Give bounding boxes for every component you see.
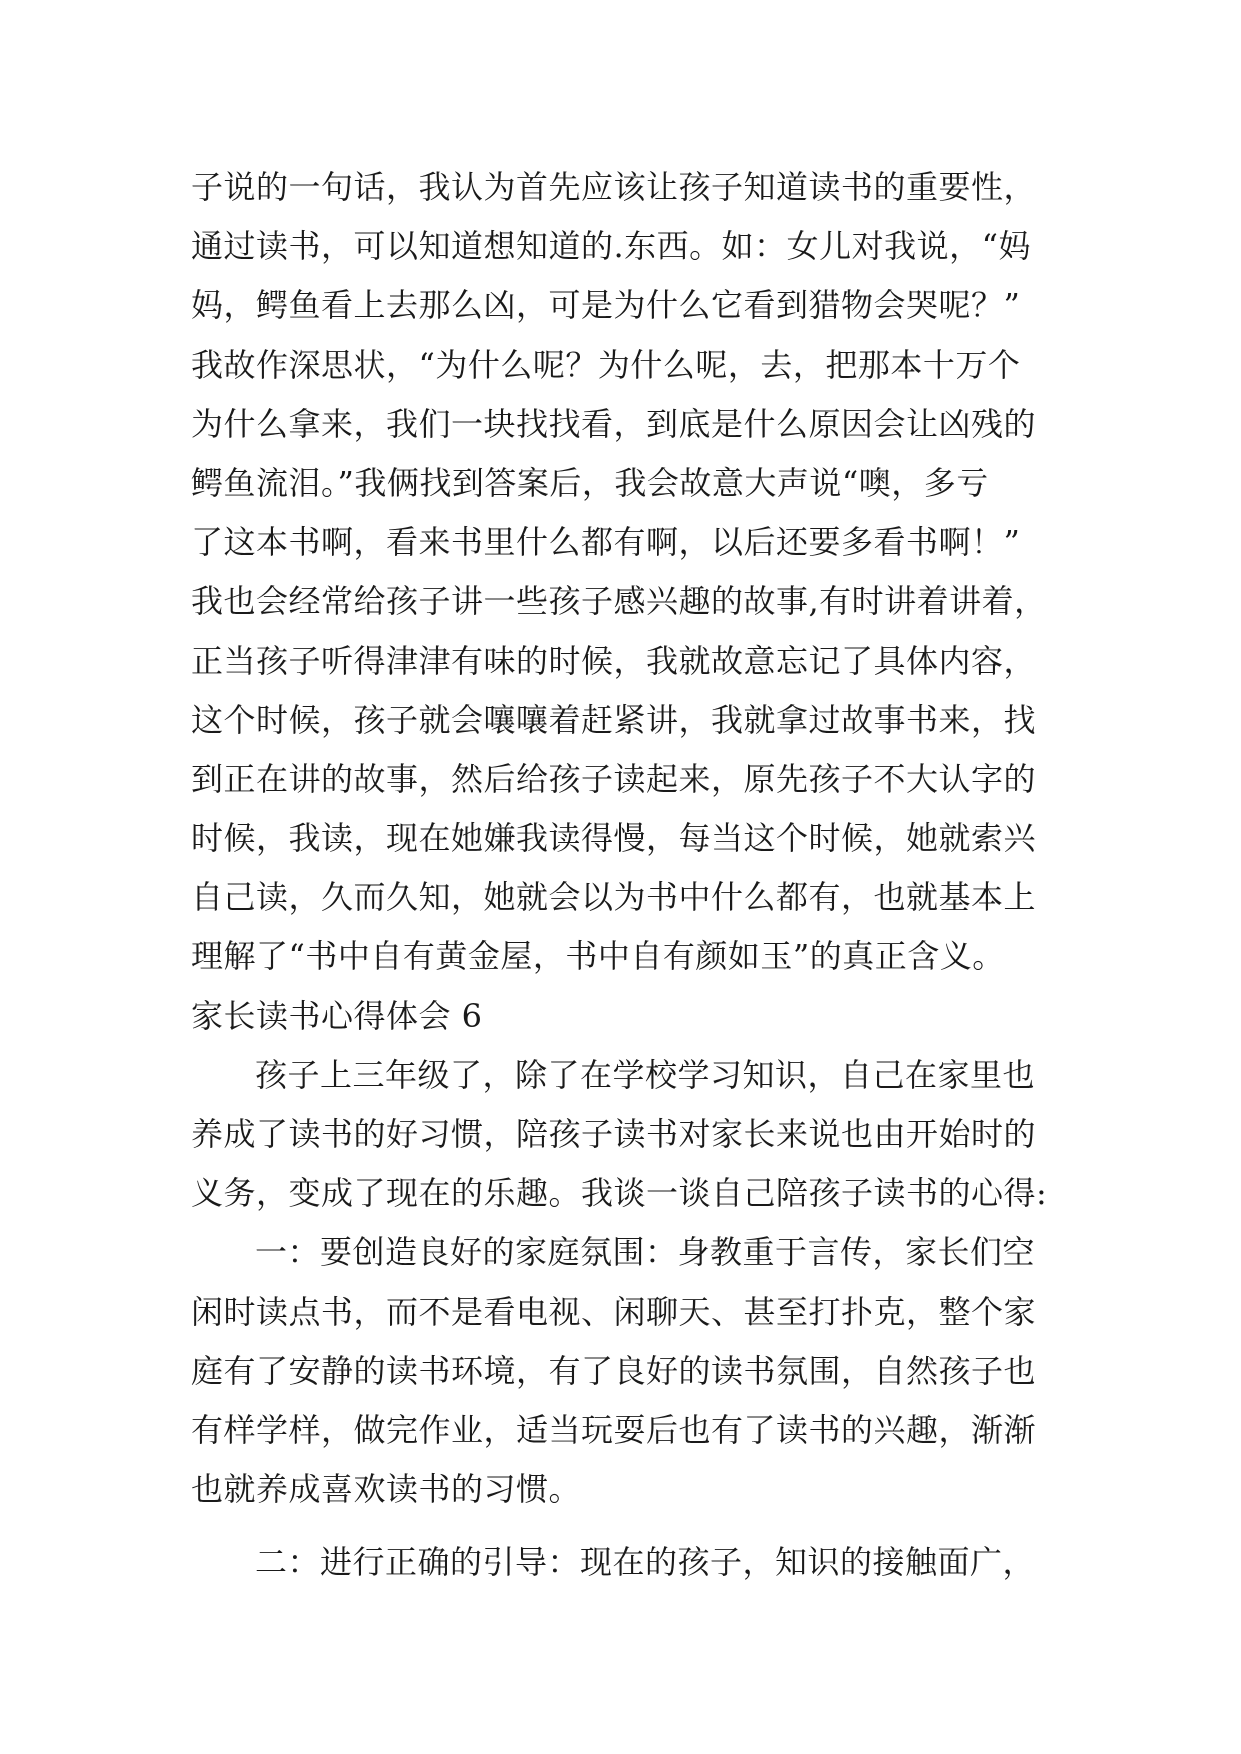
text-line: 到正在讲的故事，然后给孩子读起来，原先孩子不大认字的 <box>191 759 1037 798</box>
text-line: 庭有了安静的读书环境，有了良好的读书氛围，自然孩子也 <box>191 1351 1037 1390</box>
section-heading: 家长读书心得体会 6 <box>191 996 483 1035</box>
text-line: 通过读书，可以知道想知道的.东西。如：女儿对我说，“妈 <box>191 227 1032 266</box>
text-line: 了这本书啊，看来书里什么都有啊，以后还要多看书啊！” <box>191 523 1021 562</box>
paragraph-gap <box>191 1519 1091 1533</box>
text-line: 这个时候，孩子就会嚷嚷着赶紧讲，我就拿过故事书来，找 <box>191 700 1037 739</box>
text-line: 自己读，久而久知，她就会以为书中什么都有，也就基本上 <box>191 878 1037 917</box>
text-line: 子说的一句话，我认为首先应该让孩子知道读书的重要性， <box>191 168 1037 206</box>
paragraph-first-line: 一：要创造良好的家庭氛围：身教重于言传，家长们空 <box>255 1233 1036 1272</box>
paragraph-first-line: 孩子上三年级了，除了在学校学习知识，自己在家里也 <box>255 1055 1036 1094</box>
text-line: 我故作深思状，“为什么呢？为什么呢，去，把那本十万个 <box>191 345 1021 384</box>
text-line: 为什么拿来，我们一块找找看，到底是什么原因会让凶残的 <box>191 404 1037 443</box>
text-line: 时候，我读，现在她嫌我读得慢，每当这个时候，她就索兴 <box>191 819 1037 858</box>
text-line: 正当孩子听得津津有味的时候，我就故意忘记了具体内容， <box>191 641 1037 680</box>
text-line: 闲时读点书，而不是看电视、闲聊天、甚至打扑克，整个家 <box>191 1292 1037 1331</box>
document-body <box>191 158 1091 1593</box>
text-line: 义务，变成了现在的乐趣。我谈一谈自己陪孩子读书的心得: <box>191 1174 1048 1213</box>
text-line: 理解了“书中自有黄金屋，书中自有颜如玉”的真正含义。 <box>191 937 1005 976</box>
text-line: 鳄鱼流泪。”我俩找到答案后，我会故意大声说“噢，多亏 <box>191 463 989 502</box>
paragraph-first-line: 二：进行正确的引导：现在的孩子，知识的接触面广， <box>255 1543 1036 1582</box>
text-line: 妈，鳄鱼看上去那么凶，可是为什么它看到猎物会哭呢？” <box>191 286 1021 325</box>
text-line: 也就养成喜欢读书的习惯。 <box>191 1470 582 1509</box>
text-line: 养成了读书的好习惯，陪孩子读书对家长来说也由开始时的 <box>191 1115 1037 1153</box>
text-line: 我也会经常给孩子讲一些孩子感兴趣的故事,有时讲着讲着， <box>191 582 1047 621</box>
text-line: 有样学样，做完作业，适当玩耍后也有了读书的兴趣，渐渐 <box>191 1410 1037 1449</box>
